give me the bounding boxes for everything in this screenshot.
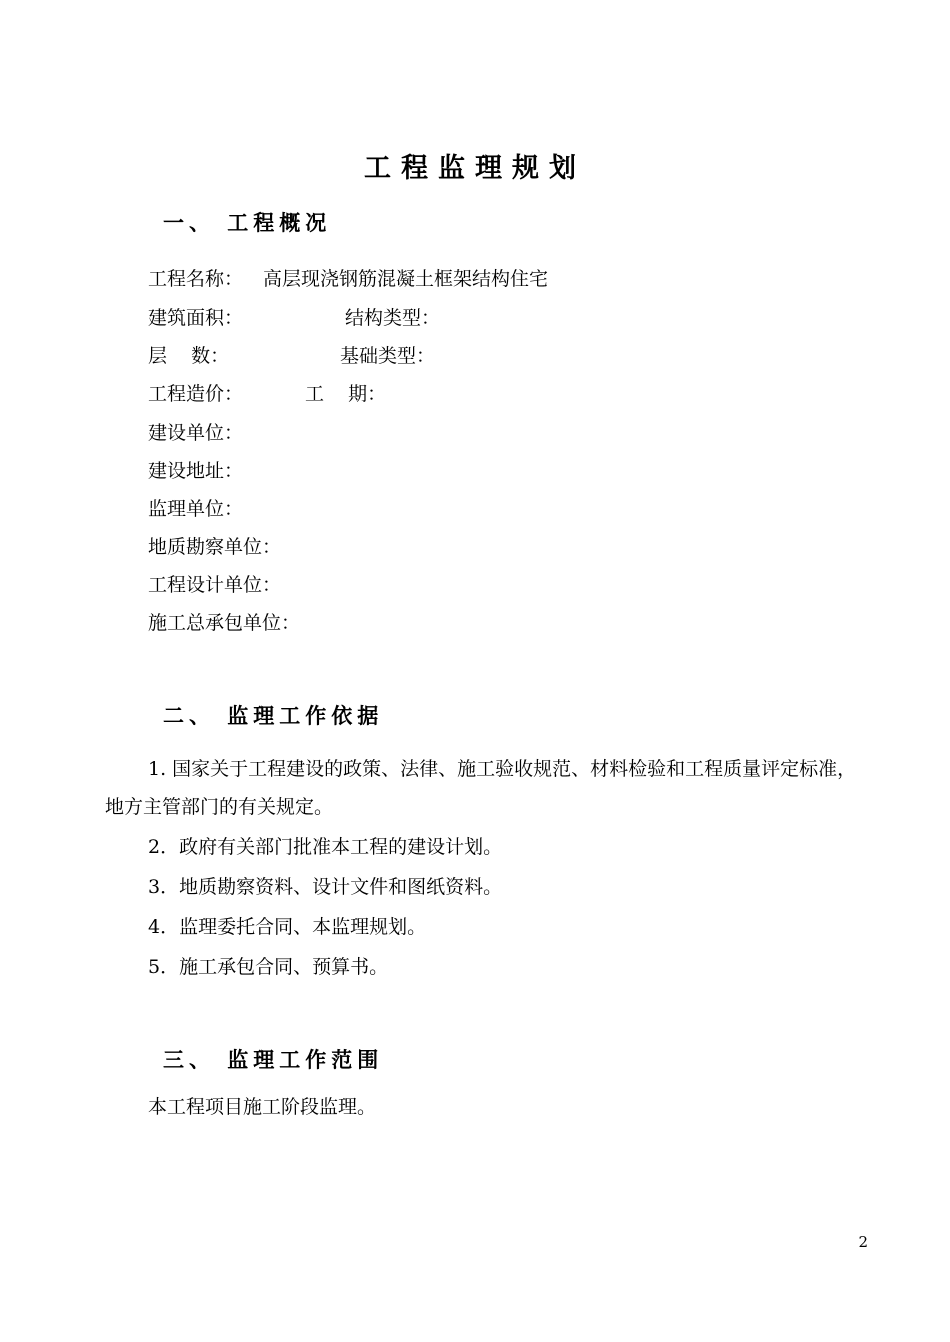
project-name-value: 高层现浇钢筋混凝土框架结构住宅 xyxy=(263,268,549,290)
foundation-type-label: 基础类型： xyxy=(340,345,436,367)
duration-label: 工 期： xyxy=(305,383,387,405)
design-label: 工程设计单位： xyxy=(148,574,282,596)
scope-text: 本工程项目施工阶段监理。 xyxy=(148,1096,377,1118)
supervisor-label: 监理单位： xyxy=(148,498,244,520)
document-title: 工程监理规划 xyxy=(364,153,586,184)
structure-type-label: 结构类型： xyxy=(345,307,441,329)
project-name-label: 工程名称： xyxy=(148,268,244,290)
basis-item-5: 5．施工承包合同、预算书。 xyxy=(148,956,389,978)
section2-heading: 二、 监理工作依据 xyxy=(163,704,384,728)
cost-label: 工程造价： xyxy=(148,383,244,405)
survey-label: 地质勘察单位： xyxy=(148,536,282,558)
area-label: 建筑面积： xyxy=(148,307,244,329)
basis-item-2: 2．政府有关部门批准本工程的建设计划。 xyxy=(148,836,503,858)
page-number: 2 xyxy=(858,1233,868,1251)
floors-label: 层 数： xyxy=(148,345,230,367)
basis-item-1: 1. 国家关于工程建设的政策、法律、施工验收规范、材料检验和工程质量评定标准，地方主管部门的有关规定。 xyxy=(105,758,857,818)
basis-item-4: 4．监理委托合同、本监理规划。 xyxy=(148,916,427,938)
builder-label: 建设单位： xyxy=(148,422,244,444)
section3-heading: 三、 监理工作范围 xyxy=(163,1048,384,1072)
basis-item-3: 3．地质勘察资料、设计文件和图纸资料。 xyxy=(148,876,503,898)
section1-heading: 一、 工程概况 xyxy=(163,211,332,235)
address-label: 建设地址： xyxy=(148,460,244,482)
contractor-label: 施工总承包单位： xyxy=(148,612,301,634)
